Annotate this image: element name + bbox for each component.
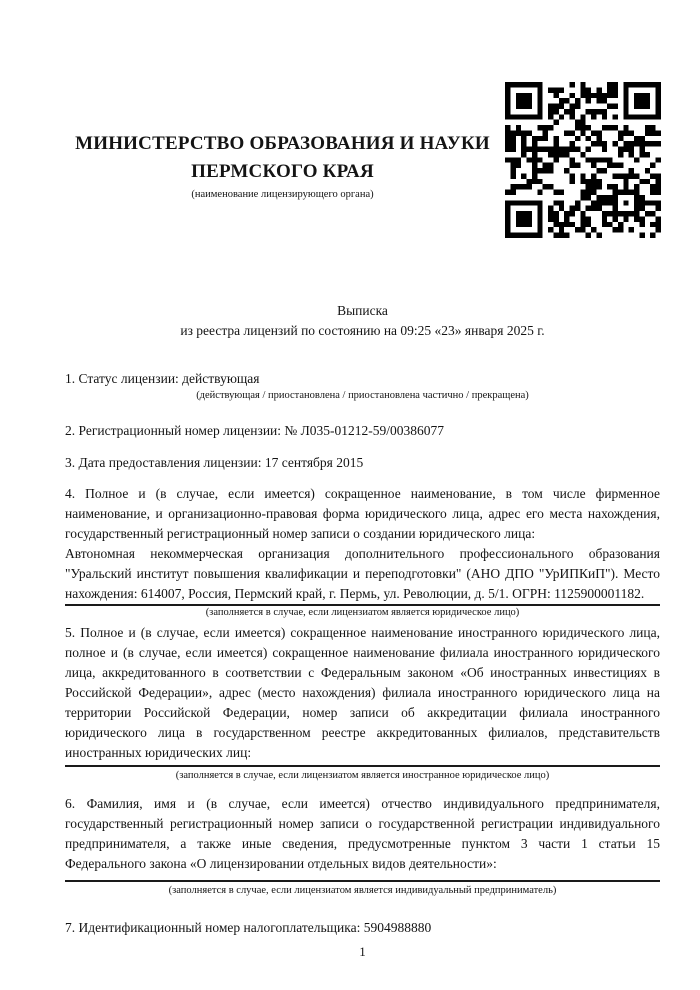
license-status-caption: (действующая / приостановлена / приостановлена частично / прекращена) [196,390,529,401]
entrepreneur-label: 6. Фамилия, имя и (в случае, если имеется) отчество индивидуального предпринимателя, государственный регистрационный номер записи о государственной регистрации индивидуального предпринимателя, а также иные сведения, предусмотренные пунктом 3 части 1 статьи 15 Федерального закона «О лицензировании отдельных видов деятельности»: [65,796,660,871]
page-number: 1 [359,944,366,959]
foreign-entity-caption: (заполняется в случае, если лицензиатом является иностранное юридическое лицо) [175,770,550,781]
item-license-status [65,369,660,402]
legal-entity-value: Автономная некоммерческая организация дополнительного профессионального образования "Уральский институт повышения квалификации и переподготовки" (АНО ДПО "УрИПКиП"). Место нахождения: 614007, Россия, Пермский край, г. Пермь, ул. Революции, д. 5/1. ОГРН: 1125900001182. [65,544,660,606]
item-legal-entity [65,484,660,619]
legal-entity-label: 4. Полное и (в случае, если имеется) сокращенное наименование, в том числе фирменное наименование, и организационно-правовая форма юридического лица, адрес его места нахождения, государственный регистрационный номер записи о создании юридического лица: [65,486,660,541]
document-title-line2: из реестра лицензий по состоянию на 09:25 «23» января 2025 г. [180,323,545,338]
item-individual-entrepreneur [65,794,660,897]
item-foreign-entity [65,623,660,782]
authority-name-line1: МИНИСТЕРСТВО ОБРАЗОВАНИЯ И НАУКИ [75,133,490,154]
authority-name-line2: ПЕРМСКОГО КРАЯ [191,161,374,182]
qr-code [505,82,661,238]
licensing-authority [65,130,500,201]
entrepreneur-blank-field [65,874,660,882]
item-taxpayer-number: 7. Идентификационный номер налогоплательщика: 5904988880 [65,920,432,935]
legal-entity-caption: (заполняется в случае, если лицензиатом является юридическое лицо) [205,607,520,618]
license-status-text: 1. Статус лицензии: действующая [65,371,260,386]
authority-caption: (наименование лицензирующего органа) [191,189,374,200]
foreign-entity-blank-field [65,763,660,767]
item-registration-number: 2. Регистрационный номер лицензии: № Л035-01212-59/00386077 [65,423,445,438]
document-title-line1: Выписка [337,303,388,318]
item-grant-date: 3. Дата предоставления лицензии: 17 сентября 2015 [65,455,364,470]
document-title [65,301,660,341]
foreign-entity-label: 5. Полное и (в случае, если имеется) сокращенное наименование иностранного юридического лица, полное и (в случае, если имеется) сокращенное наименование филиала иностранного юридического лица, аккредитованного в соответствии с Федеральным законом «Об иностранных инвестициях в Российской Федерации», адрес (место нахождения) филиала иностранного юридического лица на территории Российской Федерации, номер записи об аккредитации филиала иностранного юридического лица в государственном реестре аккредитованных филиалов, представительств иностранных юридических лиц: [65,625,660,760]
entrepreneur-caption: (заполняется в случае, если лицензиатом является индивидуальный предприниматель) [168,885,557,896]
